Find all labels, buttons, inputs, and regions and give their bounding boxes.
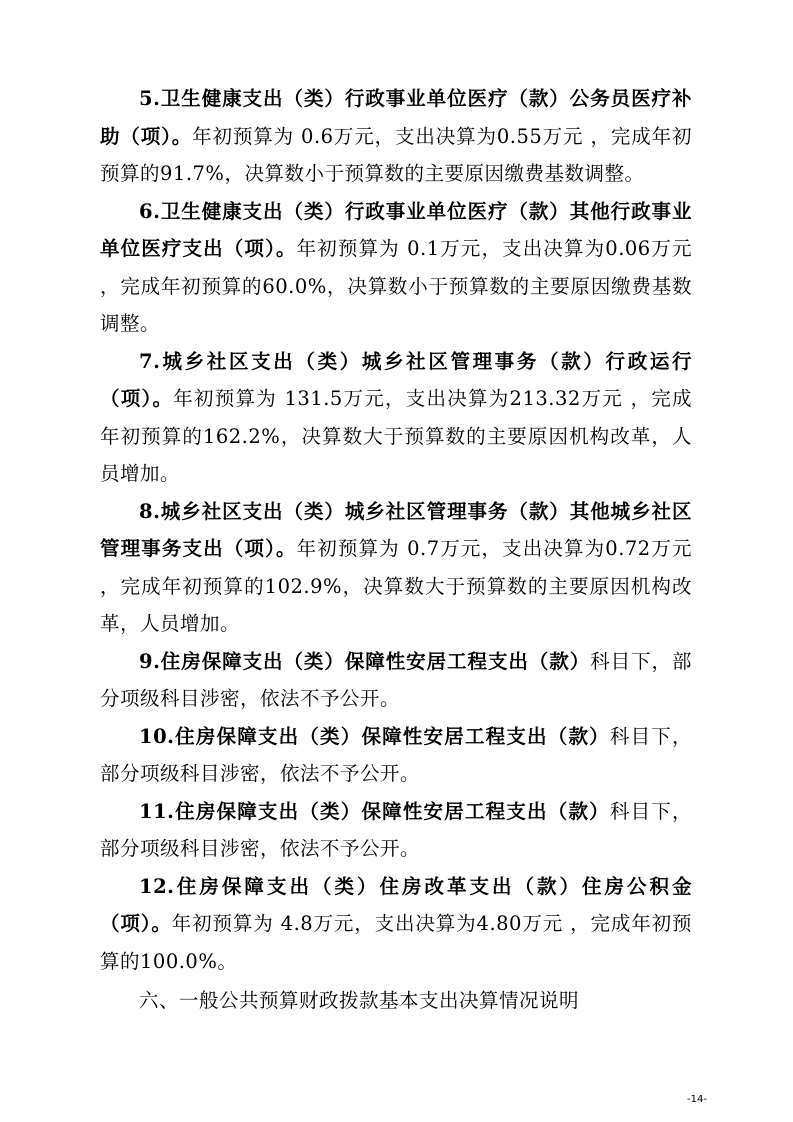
paragraph-11-body: 科目下，部分项级科目涉密，依法不予公开。 bbox=[100, 799, 692, 860]
paragraph-8-heading: 8.城乡社区支出（类）城乡社区管理事务（款）其他城乡社区管理事务支出（项）。 bbox=[100, 499, 692, 560]
paragraph-10-body: 科目下，部分项级科目涉密，依法不予公开。 bbox=[100, 724, 692, 785]
paragraph-10-heading: 10.住房保障支出（类）保障性安居工程支出（款） bbox=[139, 724, 610, 748]
paragraph-6-body: 年初预算为 0.1万元，支出决算为0.06万元 ，完成年初预算的60.0%，决算数小于预算数的主要原因缴费基数调整。 bbox=[100, 237, 692, 335]
paragraph-12 bbox=[100, 868, 692, 981]
paragraph-12-body: 年初预算为 4.8万元，支出决算为4.80万元 ，完成年初预算的100.0%。 bbox=[100, 912, 692, 973]
paragraph-12-heading: 12.住房保障支出（类）住房改革支出（款）住房公积金（项）。 bbox=[100, 874, 692, 935]
paragraph-8-body: 年初预算为 0.7万元，支出决算为0.72万元 ，完成年初预算的102.9%，决算数大于预算数的主要原因机构改革，人员增加。 bbox=[100, 537, 692, 635]
paragraph-9 bbox=[100, 643, 692, 718]
paragraph-11-heading: 11.住房保障支出（类）保障性安居工程支出（款） bbox=[139, 799, 610, 823]
section-heading: 六、一般公共预算财政拨款基本支出决算情况说明 bbox=[139, 989, 580, 1012]
paragraph-5 bbox=[100, 80, 692, 193]
paragraph-6-heading: 6.卫生健康支出（类）行政事业单位医疗（款）其他行政事业单位医疗支出（项）。 bbox=[100, 199, 692, 260]
paragraph-9-body: 科目下，部分项级科目涉密，依法不予公开。 bbox=[100, 649, 692, 710]
paragraph-10 bbox=[100, 718, 692, 793]
paragraph-7-body: 年初预算为 131.5万元，支出决算为213.32万元 ，完成年初预算的162.2%，决算数大于预算数的主要原因机构改革，人员增加。 bbox=[100, 387, 692, 485]
paragraph-5-heading: 5.卫生健康支出（类）行政事业单位医疗（款）公务员医疗补助（项）。 bbox=[100, 87, 692, 148]
page-number: -14- bbox=[687, 1094, 707, 1105]
paragraph-11 bbox=[100, 793, 692, 868]
paragraph-8 bbox=[100, 493, 692, 643]
paragraph-6 bbox=[100, 193, 692, 343]
paragraph-7 bbox=[100, 343, 692, 493]
paragraph-9-heading: 9.住房保障支出（类）保障性安居工程支出（款） bbox=[139, 649, 591, 673]
paragraph-7-heading: 7.城乡社区支出（类）城乡社区管理事务（款）行政运行（项）。 bbox=[100, 349, 692, 410]
document-page bbox=[100, 80, 692, 1020]
paragraph-5-body: 年初预算为 0.6万元，支出决算为0.55万元 ，完成年初预算的91.7%，决算数小于预算数的主要原因缴费基数调整。 bbox=[100, 124, 692, 185]
